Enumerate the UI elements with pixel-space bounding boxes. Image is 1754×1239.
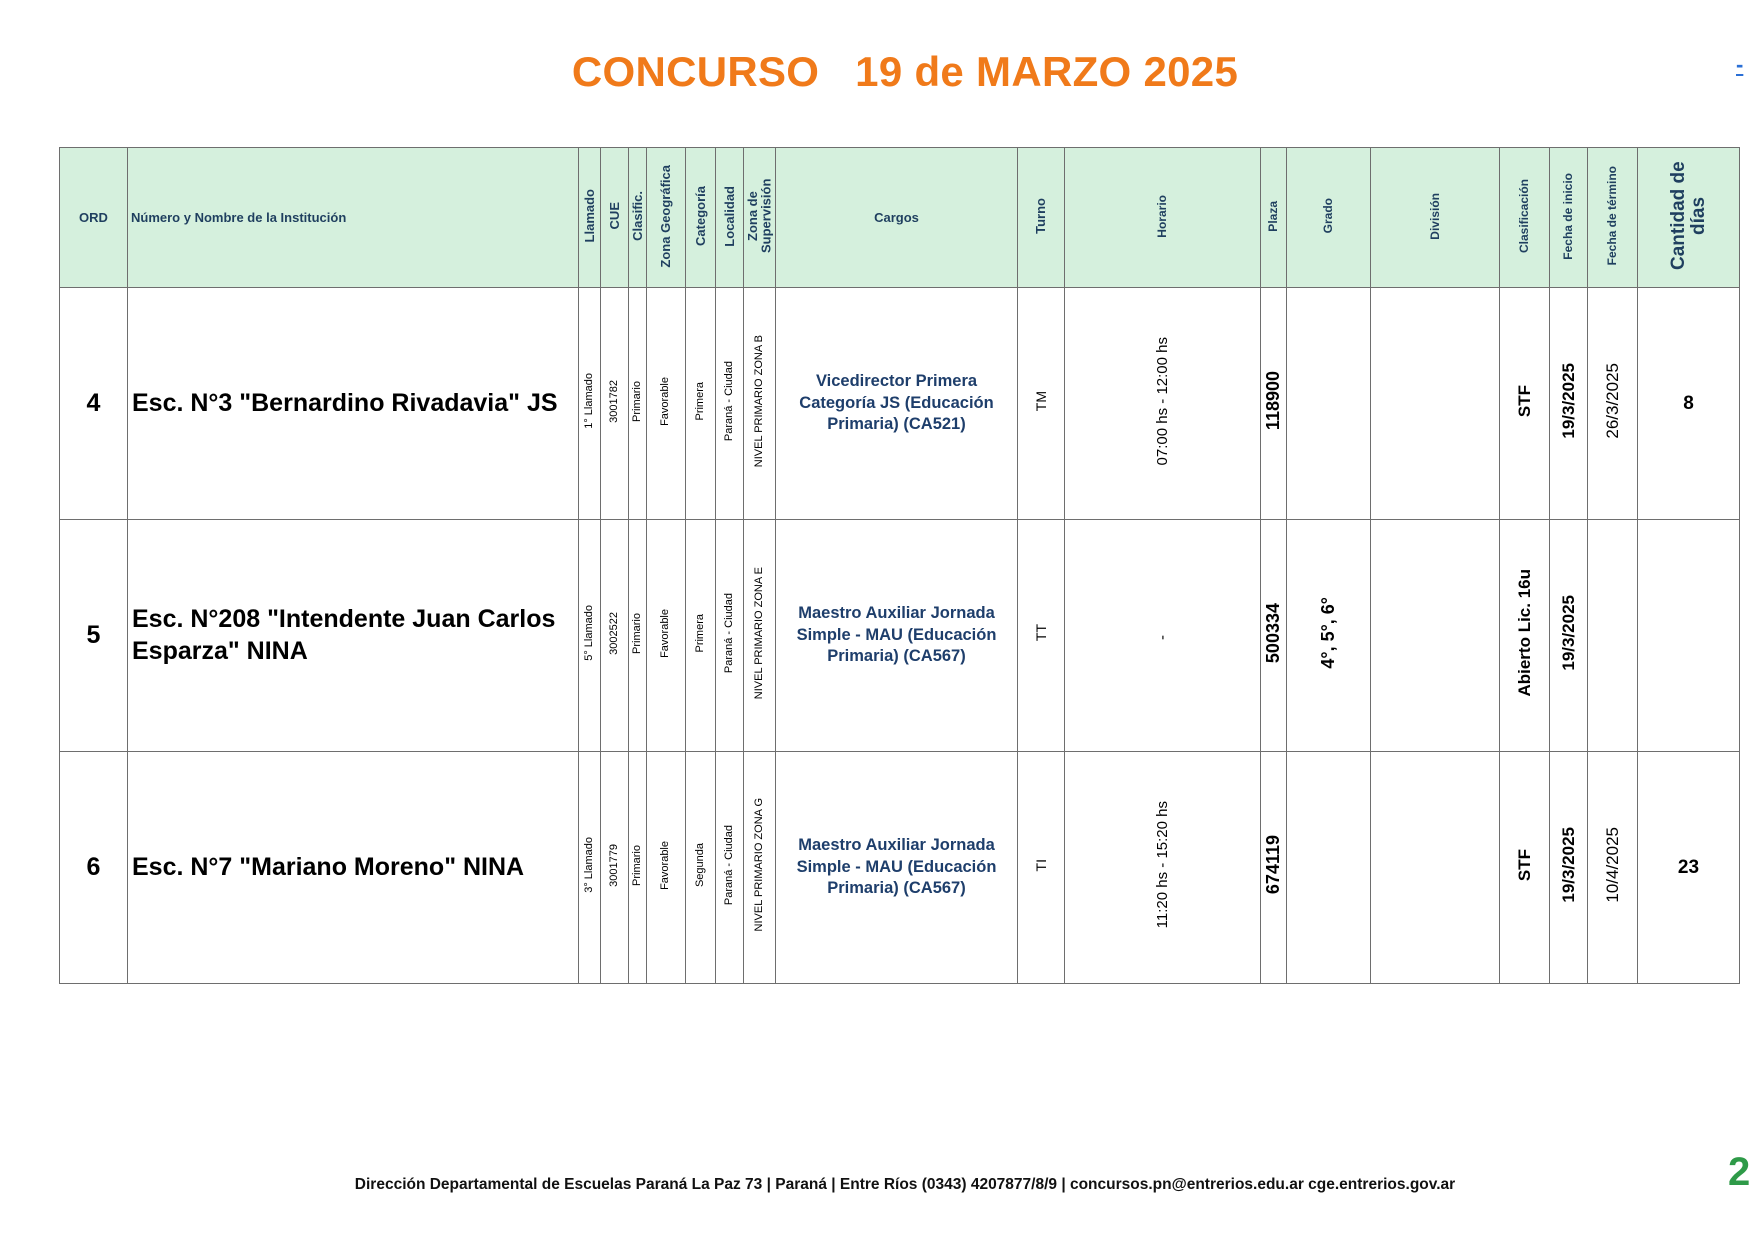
- col-header-zona-supervision: Zona de Supervisión: [744, 148, 776, 288]
- cell-horario: -: [1065, 520, 1261, 752]
- col-header-clasific: Clasific.: [629, 148, 647, 288]
- cell-cargos: Vicedirector Primera Categoría JS (Educación Primaria) (CA521): [776, 288, 1018, 520]
- cell-horario: 11:20 hs - 15:20 hs: [1065, 752, 1261, 984]
- cell-cantidad-dias: 23: [1638, 752, 1740, 984]
- cell-categoria: Primera: [686, 288, 716, 520]
- cell-ord: 5: [60, 520, 128, 752]
- cell-fecha-termino: 10/4/2025: [1588, 752, 1638, 984]
- cell-llamado: 5° Llamado: [579, 520, 601, 752]
- cell-localidad: Paraná - Ciudad: [716, 752, 744, 984]
- cell-zona-supervision: NIVEL PRIMARIO ZONA G: [744, 752, 776, 984]
- cell-clasificacion: STF: [1500, 752, 1550, 984]
- cell-grado: 4°, 5°, 6°: [1287, 520, 1371, 752]
- cell-cue: 3001782: [601, 288, 629, 520]
- col-header-llamado: Llamado: [579, 148, 601, 288]
- cell-cue: 3002522: [601, 520, 629, 752]
- col-header-division: División: [1371, 148, 1500, 288]
- cell-grado: [1287, 288, 1371, 520]
- cell-zona-geografica: Favorable: [647, 520, 686, 752]
- cell-plaza: 500334: [1261, 520, 1287, 752]
- page-title: CONCURSO 19 de MARZO 2025: [571, 48, 1239, 95]
- cell-ord: 6: [60, 752, 128, 984]
- cell-localidad: Paraná - Ciudad: [716, 288, 744, 520]
- cell-zona-supervision: NIVEL PRIMARIO ZONA E: [744, 520, 776, 752]
- cell-cargos: Maestro Auxiliar Jornada Simple - MAU (Educación Primaria) (CA567): [776, 752, 1018, 984]
- cell-institucion: Esc. N°3 "Bernardino Rivadavia" JS: [128, 288, 579, 520]
- col-header-cantidad-dias: Cantidad de días: [1638, 148, 1740, 288]
- table-row: [60, 520, 1740, 752]
- cell-zona-supervision: NIVEL PRIMARIO ZONA B: [744, 288, 776, 520]
- col-header-zona-geografica: Zona Geográfica: [647, 148, 686, 288]
- cell-division: [1371, 752, 1500, 984]
- col-header-institucion: Número y Nombre de la Institución: [128, 148, 579, 288]
- col-header-localidad: Localidad: [716, 148, 744, 288]
- col-header-turno: Turno: [1018, 148, 1065, 288]
- cell-ord: 4: [60, 288, 128, 520]
- table-row: [60, 752, 1740, 984]
- cell-institucion: Esc. N°7 "Mariano Moreno" NINA: [128, 752, 579, 984]
- col-header-horario: Horario: [1065, 148, 1261, 288]
- cell-fecha-inicio: 19/3/2025: [1550, 520, 1588, 752]
- cell-cantidad-dias: [1638, 520, 1740, 752]
- cell-turno: TI: [1018, 752, 1065, 984]
- cell-zona-geografica: Favorable: [647, 288, 686, 520]
- cell-institucion: Esc. N°208 "Intendente Juan Carlos Esparza" NINA: [128, 520, 579, 752]
- cell-clasificacion: STF: [1500, 288, 1550, 520]
- cell-llamado: 3° Llamado: [579, 752, 601, 984]
- cell-cantidad-dias: 8: [1638, 288, 1740, 520]
- concurso-table: [59, 147, 1740, 984]
- cell-llamado: 1° Llamado: [579, 288, 601, 520]
- cell-grado: [1287, 752, 1371, 984]
- cell-clasific: Primario: [629, 520, 647, 752]
- cell-clasificacion: Abierto Lic. 16u: [1500, 520, 1550, 752]
- cell-zona-geografica: Favorable: [647, 752, 686, 984]
- table-row: [60, 288, 1740, 520]
- col-header-clasificacion: Clasificación: [1500, 148, 1550, 288]
- col-header-plaza: Plaza: [1261, 148, 1287, 288]
- col-header-cue: CUE: [601, 148, 629, 288]
- cell-categoria: Primera: [686, 520, 716, 752]
- cell-localidad: Paraná - Ciudad: [716, 520, 744, 752]
- cell-fecha-inicio: 19/3/2025: [1550, 752, 1588, 984]
- cell-plaza: 118900: [1261, 288, 1287, 520]
- col-header-grado: Grado: [1287, 148, 1371, 288]
- cell-turno: TT: [1018, 520, 1065, 752]
- cell-fecha-inicio: 19/3/2025: [1550, 288, 1588, 520]
- cell-fecha-termino: [1588, 520, 1638, 752]
- cell-clasific: Primario: [629, 752, 647, 984]
- cell-fecha-termino: 26/3/2025: [1588, 288, 1638, 520]
- col-header-cargos: Cargos: [776, 148, 1018, 288]
- page-number: 2: [1728, 1150, 1751, 1194]
- col-header-fecha-termino: Fecha de término: [1588, 148, 1638, 288]
- cell-division: [1371, 288, 1500, 520]
- cell-horario: 07:00 hs - 12:00 hs: [1065, 288, 1261, 520]
- col-header-ord: ORD: [60, 148, 128, 288]
- cell-clasific: Primario: [629, 288, 647, 520]
- cell-cargos: Maestro Auxiliar Jornada Simple - MAU (Educación Primaria) (CA567): [776, 520, 1018, 752]
- col-header-fecha-inicio: Fecha de inicio: [1550, 148, 1588, 288]
- cell-division: [1371, 520, 1500, 752]
- cell-plaza: 674119: [1261, 752, 1287, 984]
- cell-categoria: Segunda: [686, 752, 716, 984]
- corner-link[interactable]: -: [1736, 52, 1744, 77]
- table-header-row: [60, 148, 1740, 288]
- footer-contact: Dirección Departamental de Escuelas Paraná La Paz 73 | Paraná | Entre Ríos (0343) 4207877/8/9 | concursos.pn@entrerios.edu.ar cge.entrerios.gov.ar: [354, 1176, 1456, 1193]
- cell-cue: 3001779: [601, 752, 629, 984]
- col-header-categoria: Categoría: [686, 148, 716, 288]
- cell-turno: TM: [1018, 288, 1065, 520]
